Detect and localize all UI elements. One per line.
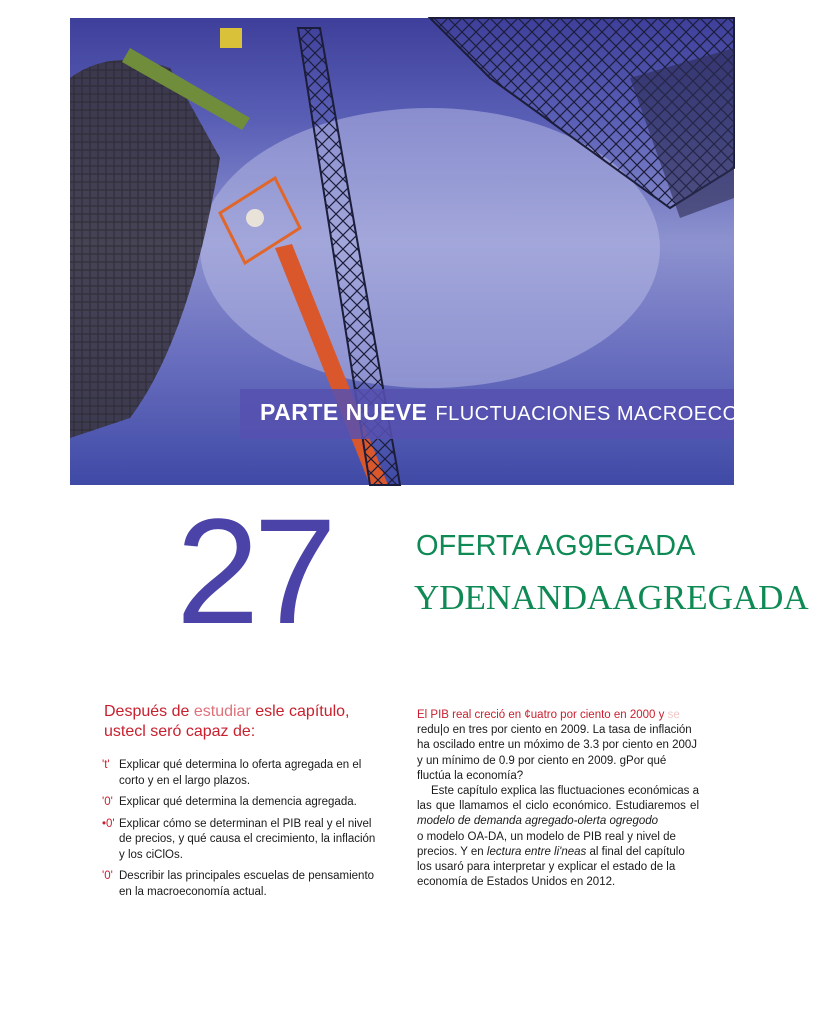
intro-lead-line (417, 708, 699, 723)
intro-p3-text-b: al final del capítulo los usaró para interpretar y explicar el estado de la economía de Estados Unidos en 2012. (417, 845, 685, 889)
objective-item (102, 869, 382, 900)
part-label: PARTE NUEVE (260, 399, 428, 425)
chapter-number: 27 (176, 487, 331, 655)
objective-text: Explicar cómo se determinan el PIB real y el nivel de precios, y qué causa el crecimiento, la inflación y los ciClOs. (119, 817, 376, 861)
objective-marker: 't' (102, 759, 110, 771)
objective-item (102, 817, 382, 864)
objectives-heading (104, 702, 350, 742)
intro-paragraph-2 (417, 784, 699, 830)
intro-lead-faint: se (667, 709, 680, 721)
part-banner (240, 389, 835, 439)
objective-text: Explicar qué determina la demencia agregada. (119, 796, 357, 808)
objective-marker: '0' (102, 796, 113, 808)
objectives-heading-c: esle capítulo, (255, 703, 350, 720)
objectives-heading-a: Después de (104, 703, 190, 720)
objective-text: Describir las principales escuelas de pensamiento en la macroeconomía actual. (119, 870, 375, 898)
objective-item (102, 795, 382, 811)
chapter-title-line-2: YDENANDAAGREGADA (414, 578, 809, 617)
objective-marker: •0' (102, 817, 115, 830)
intro-p3-feature: lectura entre li'neas (486, 845, 587, 858)
chapter-intro (417, 708, 699, 890)
chapter-title-line-1: OFERTA AG9EGADA (416, 530, 696, 562)
objective-item (102, 758, 382, 789)
objectives-heading-b: estudiar (193, 703, 251, 720)
objectives-heading-line2: ustecl seró capaz de: (104, 723, 256, 740)
objective-text: Explicar qué determina lo oferta agregada en el corto y en el largo plazos. (119, 759, 362, 787)
objective-marker: '0' (102, 870, 113, 882)
intro-paragraph-3 (417, 830, 699, 891)
objectives-list (102, 758, 382, 906)
intro-p3-text-a: o modelo OA-DA, un modelo de PIB real y nivel de precios. Y en (417, 830, 676, 858)
intro-p2-model: modelo de demanda agregado-olerta ogregodo (417, 815, 659, 828)
part-title: FLUCTUACIONES MACROECONÓMICAS (435, 403, 835, 425)
cover-photo (70, 18, 835, 485)
intro-p2-text: Este capítulo explica las fluctuaciones económicas a las que llamamos el ciclo económico. Estudiaremos el (417, 785, 699, 813)
intro-lead: El PIB real creció en ¢uatro por ciento en 2000 y (417, 709, 665, 721)
intro-paragraph-1: redu|o en tres por ciento en 2009. La tasa de inflación ha oscilado entre un móximo de 3.3 por ciento en 200J y un mínimo de 0.9 por ciento en 2009. gPor qué fluctúa la economía? (417, 724, 698, 782)
